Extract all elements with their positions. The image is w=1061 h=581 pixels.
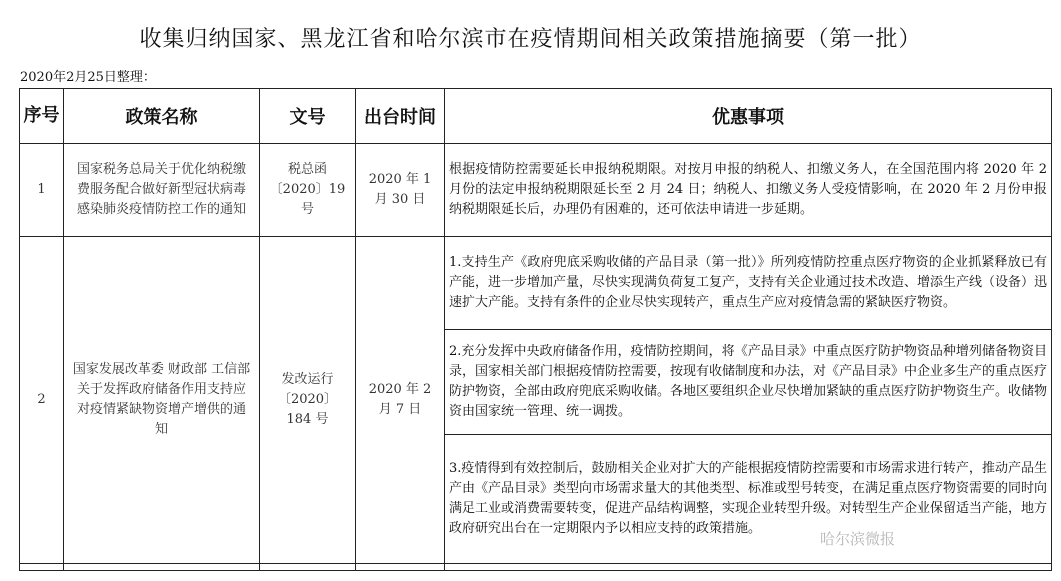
row-date: 2020 年 1 月 30 日 [356, 144, 445, 237]
row-policy-name: 国家发展改革委 财政部 工信部 关于发挥政府储备作用支持应对疫情紧缺物资增产增供的通知 [64, 237, 260, 564]
row-policy-name: 国家税务总局关于优化纳税缴费服务配合做好新型冠状病毒感染肺炎疫情防控工作的通知 [64, 144, 260, 237]
row-doc-no: 税总函〔2020〕19号 [260, 144, 356, 237]
header-benefits: 优惠事项 [445, 89, 1052, 144]
header-row [20, 89, 1052, 144]
table-row [20, 144, 1052, 237]
table-row-partial [20, 564, 1052, 571]
page-title: 收集归纳国家、黑龙江省和哈尔滨市在疫情期间相关政策措施摘要（第一批） [139, 27, 922, 52]
row-seq: 1 [20, 144, 64, 237]
header-name: 政策名称 [64, 89, 260, 144]
row-benefit-item: 2.充分发挥中央政府储备作用，疫情防控期间，将《产品目录》中重点医疗防护物资品种增列储备物资目录，国家相关部门根据疫情防控需要，按现有收储制度和办法，对《产品目录》中企业多生产的重点医疗防护物资，全部由政府兜底采购收储。各地区要组织企业尽快增加紧缺的重点医疗防护物资生产。收储物资由国家统一管理、统一调拨。 [445, 330, 1052, 435]
row-seq: 2 [20, 237, 64, 564]
row-benefit-item: 根据疫情防控需要延长申报纳税期限。对按月申报的纳税人、扣缴义务人，在全国范围内将 2020 年 2 月份的法定申报纳税期限延长至 2 月 24 日；纳税人、扣缴义务人受疫情影响，在 2020 年 2 月份申报纳税期限延长后，办理仍有困难的，还可依法申请进一步延期。 [445, 144, 1052, 237]
row-date: 2020 年 2 月 7 日 [356, 237, 445, 564]
row-benefit-item: 1.支持生产《政府兜底采购收储的产品目录（第一批）》所列疫情防控重点医疗物资的企业抓紧释放已有产能，进一步增加产量，尽快实现满负荷复工复产，支持有关企业通过技术改造、增添生产线（设备）迅速扩大产能。支持有条件的企业尽快实现转产，重点生产应对疫情急需的紧缺医疗物资。 [445, 237, 1052, 330]
watermark: 哈尔滨微报 [820, 530, 896, 548]
row-doc-no: 发改运行〔2020〕184 号 [260, 237, 356, 564]
header-date: 出台时间 [356, 89, 445, 144]
row-benefit-item: 3.疫情得到有效控制后，鼓励相关企业对扩大的产能根据疫情防控需要和市场需求进行转产，推动产品生产由《产品目录》类型向市场需求量大的其他类型、标准或型号转变，在满足重点医疗物资需要的同时向满足工业或消费需要转变，促进产品结构调整，实现企业转型升级。对转型生产企业保留适当产能，地方政府研究出台在一定期限内予以相应支持的政策措施。 [445, 435, 1052, 564]
header-seq: 序号 [20, 89, 64, 144]
table-row [20, 237, 1052, 330]
compile-date: 2020年2月25日整理： [20, 70, 156, 85]
header-doc-no: 文号 [260, 89, 356, 144]
policy-table [19, 88, 1052, 571]
